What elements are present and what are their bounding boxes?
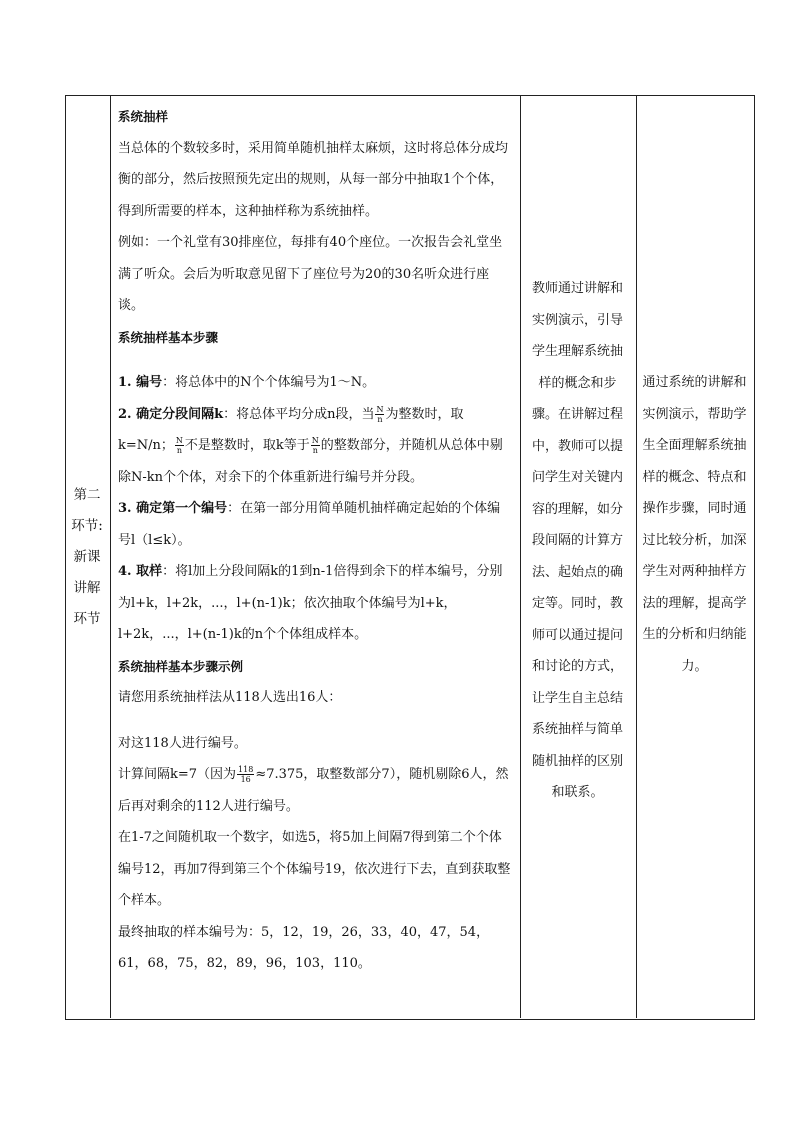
step-1: 1. 编号：将总体中的N个个体编号为1～N。: [118, 375, 376, 390]
fraction: $\frac{N}{n}$: [376, 404, 384, 424]
design-purpose-cell: [636, 95, 753, 1018]
teacher-activity-text: 教师通过讲解和实例演示，引导学生理解系统抽样的概念和步骤。在讲解过程中，教师可以提问学生对关键内容的理解，如分段间隔的计算方法、起始点的确定等。同时，教师可以通过提问和讨论的方式，让学生自主总结系统抽样与简单随机抽样的区别和联系。: [531, 281, 623, 800]
section-title: 系统抽样基本步骤示例: [118, 658, 244, 674]
fraction: $\frac{N}{n}$: [311, 436, 319, 455]
stage-cell: [65, 95, 109, 1018]
design-purpose-text: 通过系统的讲解和实例演示，帮助学生全面理解系统抽样的概念、特点和操作步骤，同时通过比较分析，加深学生对两种抽样方法的理解，提高学生的分析和归纳能力。: [642, 375, 747, 674]
section-title: 系统抽样: [118, 109, 169, 124]
paragraph: 最终抽取的样本编号为：5，12，19，26，33，40，47，54，61，68，75，82，89，96，103，110。: [118, 924, 490, 971]
paragraph: 当总体的个数较多时，采用简单随机抽样太麻烦，这时将总体分成均衡的部分，然后按照预先定出的规则，从每一部分中抽取1个个体，得到所需要的样本，这种抽样称为系统抽样。: [118, 140, 509, 219]
section-title: 系统抽样基本步骤: [118, 329, 219, 345]
teacher-activity-cell: [520, 95, 635, 1018]
step-2: 2. 确定分段间隔k：将总体平均分成n段，当 $\frac{N}{n}$ 为整数时，取k=N/n； $\frac{N}{n}$ 不是整数时，取k等于 $\frac{N}{n}$ 的整数部分，并随机从总体中剔除N-kn个个体，对余下的个体重新进行编号并分段。: [118, 404, 503, 485]
paragraph: 请您用系统抽样法从118人选出16人：: [118, 690, 342, 705]
paragraph: 计算间隔k=7（因为 $\frac{118}{16}$ ≈7.375，取整数部分7），随机剔除6人，然后再对剩余的112人进行编号。: [118, 765, 509, 814]
paragraph: 例如：一个礼堂有30排座位，每排有40个座位。一次报告会礼堂坐满了听众。会后为听取意见留下了座位号为20的30名听众进行座谈。: [118, 235, 503, 313]
paragraph: 对这118人进行编号。: [118, 735, 247, 751]
fraction: $\frac{N}{n}$: [175, 436, 183, 455]
fraction: $\frac{118}{16}$: [238, 765, 254, 784]
step-4: 4. 取样：将l加上分段间隔k的1到n-1倍得到余下的样本编号，分别为l+k，l+2k，...，l+(n-1)k；依次抽取个体编号为l+k，l+2k，...，l+(n-1)k的n个个体组成样本。: [118, 564, 503, 642]
stage-label: 第二 环节: 新课 讲解 环节: [71, 487, 103, 627]
content-cell: [110, 95, 518, 1018]
paragraph: 在1-7之间随机取一个数字，如选5，将5加上间隔7得到第二个个体编号12，再加7得到第三个个体编号19，依次进行下去，直到获取整个样本。: [118, 830, 511, 908]
step-3: 3. 确定第一个编号：在第一部分用简单随机抽样确定起始的个体编号l（l≤k）。: [118, 501, 501, 548]
